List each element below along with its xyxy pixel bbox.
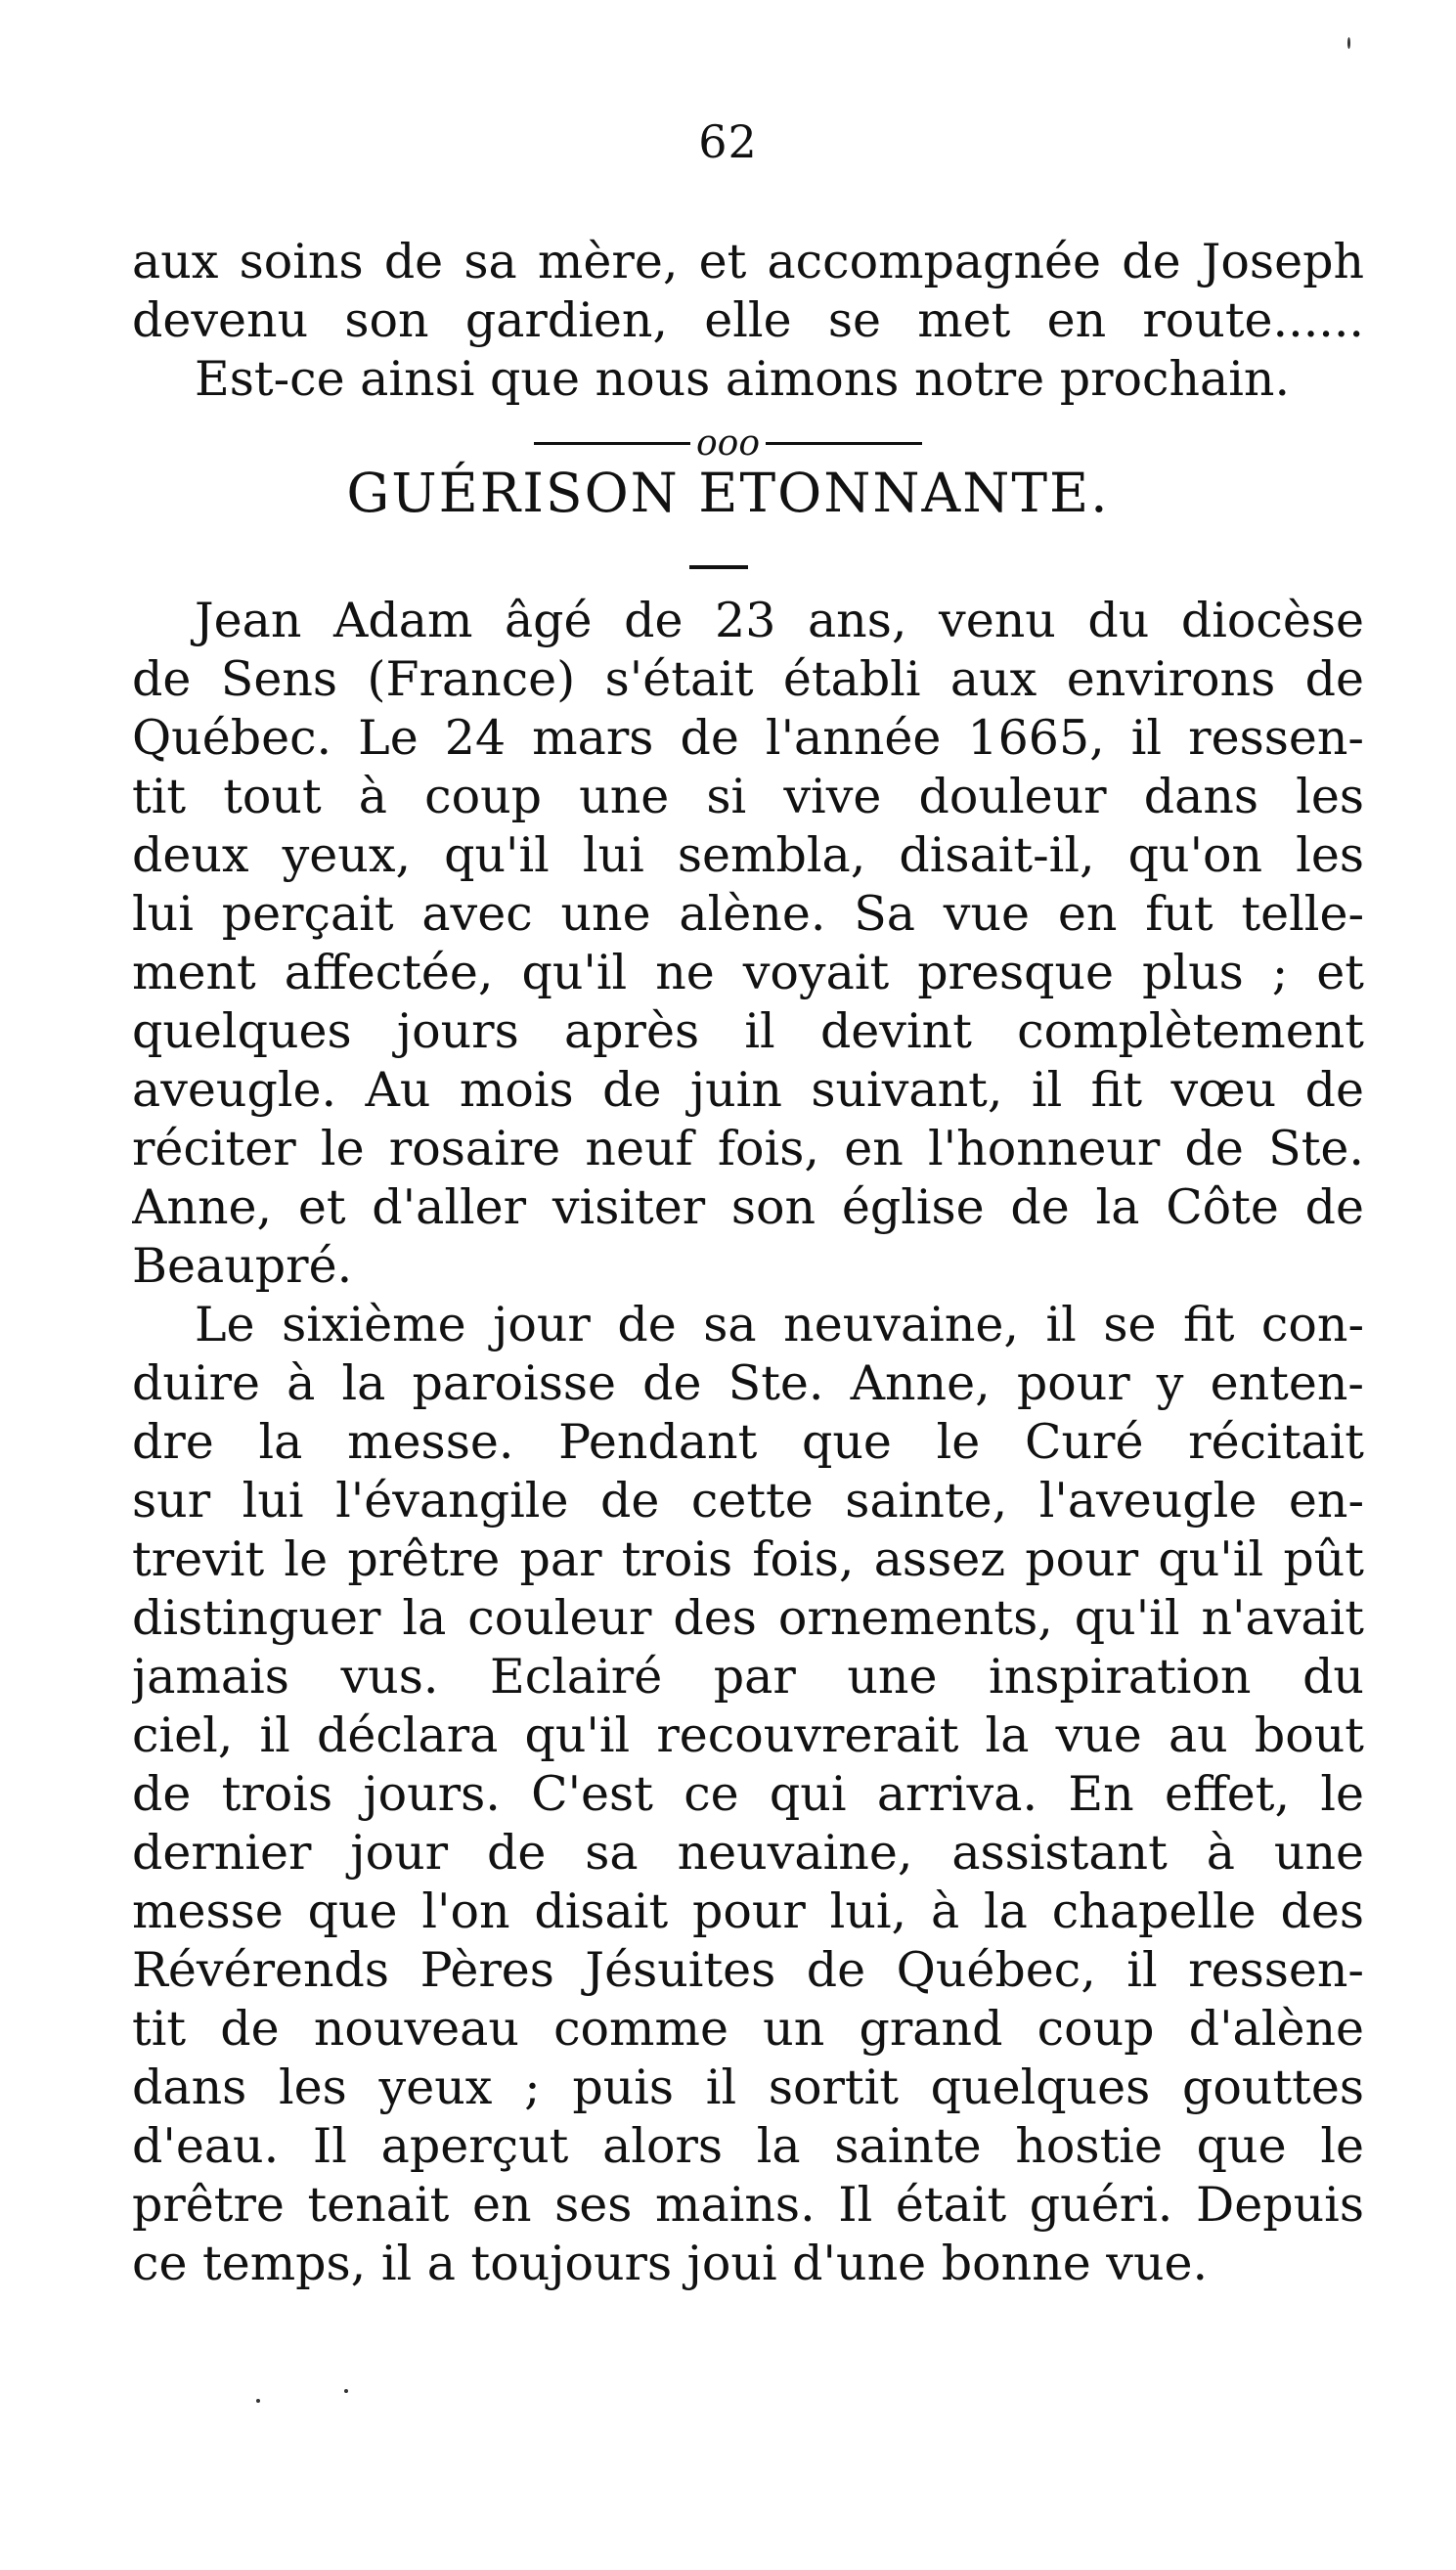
- intro-text: [132, 233, 1364, 409]
- separator-rule-right: [766, 442, 922, 445]
- separator-rule-left: [534, 442, 690, 445]
- paragraph-line: Beaupré.: [132, 1238, 353, 1294]
- intro-line: devenu son gardien, elle se met en route......: [132, 292, 1364, 348]
- paragraph-line: tit de nouveau comme un grand coup d'alène: [132, 2001, 1364, 2057]
- separator-text: ooo: [695, 422, 761, 464]
- paragraph-line: ment affectée, qu'il ne voyait presque plus ; et: [132, 945, 1364, 1000]
- paragraph-line: quelques jours après il devint complètement: [132, 1003, 1364, 1059]
- section-heading: GUÉRISON ETONNANTE.: [346, 462, 1110, 524]
- speck: [344, 2389, 348, 2393]
- paragraph-1: [132, 592, 1364, 1296]
- paragraph-line: ce temps, il a toujours joui d'une bonne vue.: [132, 2236, 1209, 2291]
- paragraph-line: dre la messe. Pendant que le Curé récitait: [132, 1414, 1364, 1470]
- paragraph-line: de Sens (France) s'était établi aux environs de: [132, 651, 1364, 707]
- paragraph-line: d'eau. Il aperçut alors la sainte hostie que le: [132, 2118, 1364, 2174]
- paragraph-line: Québec. Le 24 mars de l'année 1665, il ressen-: [132, 710, 1364, 766]
- paragraph-line: dernier jour de sa neuvaine, assistant à une: [132, 1825, 1364, 1881]
- paragraph-line: Le sixième jour de sa neuvaine, il se fit con-: [195, 1297, 1364, 1352]
- paragraph-line: lui perçait avec une alène. Sa vue en fut telle-: [132, 886, 1364, 942]
- page-number: 62: [698, 115, 758, 168]
- paragraph-line: Révérends Pères Jésuites de Québec, il ressen-: [132, 1942, 1364, 1998]
- paragraph-line: jamais vus. Eclairé par une inspiration du: [132, 1649, 1364, 1705]
- intro-line: Est-ce ainsi que nous aimons notre prochain.: [195, 351, 1291, 407]
- paragraph-line: trevit le prêtre par trois fois, assez pour qu'il pût: [132, 1531, 1364, 1587]
- paragraph-line: Jean Adam âgé de 23 ans, venu du diocèse: [195, 593, 1364, 648]
- paragraph-line: duire à la paroisse de Ste. Anne, pour y enten-: [132, 1355, 1364, 1411]
- paragraph-line: ciel, il déclara qu'il recouvrerait la vue au bout: [132, 1707, 1364, 1763]
- heading-rule: [689, 565, 748, 569]
- paragraph-line: Anne, et d'aller visiter son église de la Côte de: [132, 1179, 1364, 1235]
- paragraph-line: deux yeux, qu'il lui sembla, disait-il, qu'on les: [132, 827, 1364, 883]
- paragraph-line: de trois jours. C'est ce qui arriva. En effet, le: [132, 1766, 1364, 1822]
- paragraph-2: [132, 1296, 1364, 2293]
- paragraph-line: dans les yeux ; puis il sortit quelques gouttes: [132, 2060, 1364, 2115]
- intro-line: aux soins de sa mère, et accompagnée de Joseph: [132, 234, 1364, 289]
- speck: [1347, 37, 1350, 49]
- paragraph-line: sur lui l'évangile de cette sainte, l'aveugle en-: [132, 1473, 1364, 1529]
- paragraph-line: tit tout à coup une si vive douleur dans les: [132, 769, 1364, 824]
- paragraph-line: distinguer la couleur des ornements, qu'il n'avait: [132, 1590, 1364, 1646]
- paragraph-line: messe que l'on disait pour lui, à la chapelle des: [132, 1883, 1364, 1939]
- paragraph-line: aveugle. Au mois de juin suivant, il fit vœu de: [132, 1062, 1364, 1118]
- paragraph-line: réciter le rosaire neuf fois, en l'honneur de Ste.: [132, 1121, 1364, 1176]
- speck: [256, 2399, 260, 2403]
- paragraph-line: prêtre tenait en ses mains. Il était guéri. Depuis: [132, 2177, 1364, 2233]
- separator: [0, 423, 1456, 463]
